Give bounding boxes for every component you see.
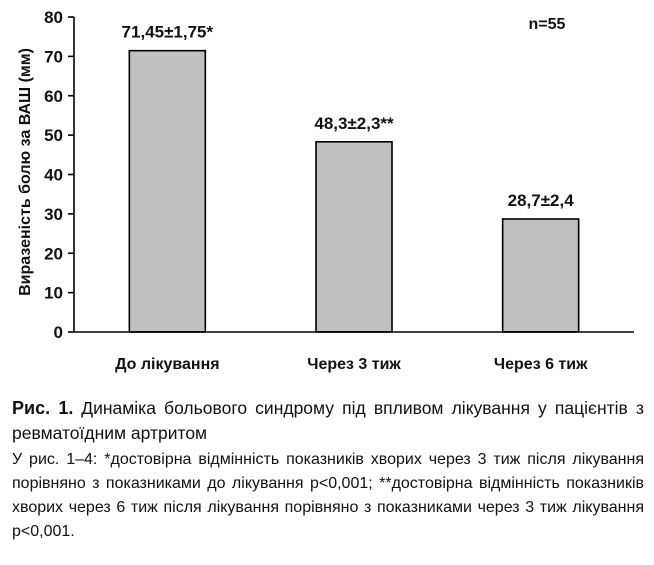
bar <box>129 51 205 332</box>
y-axis-label: Виразеність болю за ВАШ (мм) <box>17 48 34 296</box>
y-tick-label: 10 <box>44 283 63 303</box>
category-labels <box>115 356 588 373</box>
category-label: Через 3 тиж <box>307 356 401 373</box>
sample-size-annotation: n=55 <box>528 16 566 33</box>
y-tick-label: 0 <box>53 323 63 342</box>
category-label: Через 6 тиж <box>493 356 588 373</box>
caption-note: У рис. 1–4: *достовірна відмінність показників хворих через 3 тиж після лікування порівняно з показниками до лікування p<0,001; **достовірна відмінність показників хворих через 6 тиж після лікування порівняно з показниками через 3 тиж лікування p<0,001. <box>12 451 644 540</box>
category-label: До лікування <box>115 356 220 373</box>
caption-heading <box>12 396 644 446</box>
bar <box>316 142 392 332</box>
y-tick-label: 50 <box>44 126 63 146</box>
y-tick-label: 70 <box>44 47 63 67</box>
y-tick-label: 60 <box>44 86 63 106</box>
y-tick-label: 30 <box>44 204 63 224</box>
caption-title: Рис. 1. <box>12 398 74 418</box>
figure-caption <box>12 396 644 544</box>
y-tick-label: 80 <box>44 8 63 27</box>
y-tick-label: 20 <box>44 244 63 264</box>
caption-text: Динаміка больового синдрому під впливом лікування у пацієнтів з ревматоїдним артритом <box>12 398 644 443</box>
y-axis-ticks <box>44 8 74 342</box>
data-label: 48,3±2,3** <box>314 113 394 133</box>
y-tick-label: 40 <box>44 165 63 185</box>
data-label: 28,7±2,4 <box>507 190 574 210</box>
data-label: 71,45±1,75* <box>121 22 214 42</box>
bar <box>503 219 579 332</box>
